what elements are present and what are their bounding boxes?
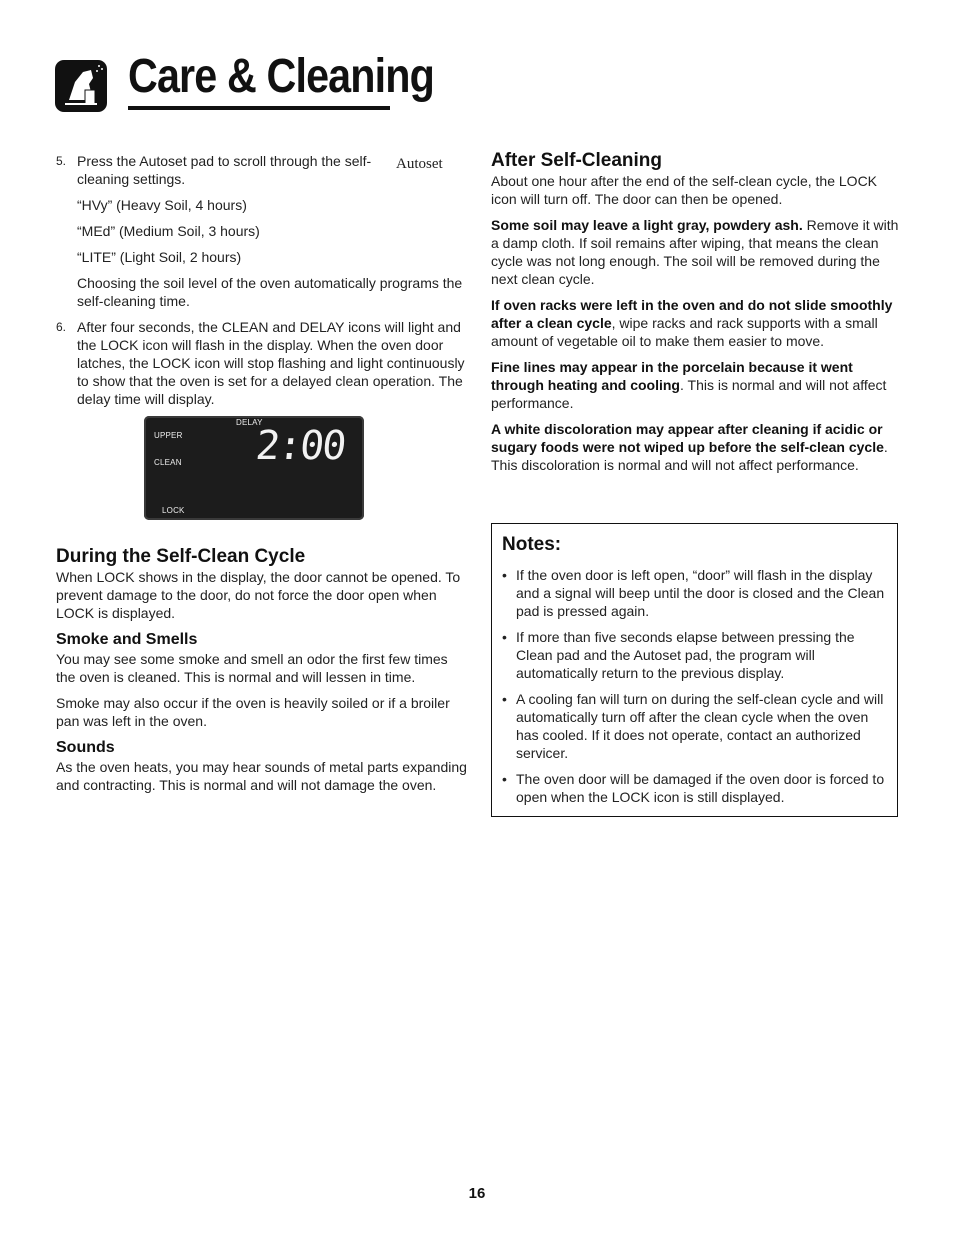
subsection-heading: Smoke and Smells	[56, 631, 198, 648]
title-underline	[128, 106, 390, 110]
soil-level-note: Choosing the soil level of the oven automatically programs the self-cleaning time.	[77, 275, 463, 309]
display-upper-indicator: UPPER	[154, 431, 183, 440]
paragraph-rest: . This is normal and will not affect performance.	[491, 377, 887, 411]
soil-option-light: “LITE” (Light Soil, 2 hours)	[77, 249, 242, 265]
bold-lead: Some soil may leave a light gray, powdery ash.	[491, 217, 803, 233]
right-column	[491, 150, 901, 482]
step-text: Press the Autoset pad to scroll through the self-cleaning settings.	[77, 153, 372, 187]
paragraph-rest: , wipe racks and rack supports with a small amount of vegetable oil to make them easier to move.	[491, 315, 878, 349]
bullet-icon: •	[502, 567, 507, 583]
step-text: After four seconds, the CLEAN and DELAY icons will light and the LOCK icon will flash in the display. When the oven door latches, the LOCK icon will stop flashing and light continuously to show that the oven is set for a delayed clean operation. The delay time will display.	[77, 319, 465, 407]
after-clean-intro: About one hour after the end of the self-clean cycle, the LOCK icon will turn off. The door can then be opened.	[491, 173, 878, 207]
bold-lead: If oven racks were left in the oven and do not slide smoothly after a clean cycle	[491, 297, 893, 331]
note-text: If the oven door is left open, “door” will flash in the display and a signal will beep until the door is closed and the Clean pad is pressed again.	[516, 567, 885, 619]
sounds-paragraph: As the oven heats, you may hear sounds of metal parts expanding and contracting. This is normal and will not damage the oven.	[56, 759, 467, 793]
bold-lead: A white discoloration may appear after cleaning if acidic or sugary foods were not wiped up before the self-clean cycle	[491, 421, 884, 455]
smoke-paragraph-2: Smoke may also occur if the oven is heavily soiled or if a broiler pan was left in the oven.	[56, 695, 450, 729]
section-heading: After Self-Cleaning	[491, 150, 663, 171]
ash-paragraph	[491, 216, 901, 288]
left-column	[56, 152, 466, 416]
discoloration-paragraph	[491, 420, 901, 474]
bullet-icon: •	[502, 771, 507, 787]
display-delay-indicator: DELAY	[236, 418, 263, 427]
display-clean-indicator: CLEAN	[154, 458, 182, 467]
bullet-icon: •	[502, 691, 507, 707]
step-5	[56, 152, 466, 188]
oven-display-panel	[144, 416, 364, 520]
autoset-pad-label: Autoset	[396, 156, 443, 172]
note-text: The oven door will be damaged if the oven door is forced to open when the LOCK icon is still displayed.	[516, 771, 885, 805]
display-lock-indicator: LOCK	[162, 506, 185, 515]
paragraph-rest: . This discoloration is normal and will not affect performance.	[491, 439, 888, 473]
step-number: 5.	[56, 154, 67, 168]
bullet-icon: •	[502, 629, 507, 645]
note-item	[502, 690, 889, 762]
fine-lines-paragraph	[491, 358, 901, 412]
page-title: Care & Cleaning	[128, 50, 434, 103]
smoke-paragraph-1: You may see some smoke and smell an odor the first few times the oven is cleaned. This is normal and will lessen in time.	[56, 651, 448, 685]
note-item	[502, 770, 889, 806]
step-6	[56, 318, 466, 408]
notes-heading: Notes:	[502, 534, 562, 555]
during-self-clean-section	[56, 546, 468, 802]
note-item	[502, 566, 889, 620]
subsection-heading: Sounds	[56, 739, 115, 756]
oven-racks-paragraph	[491, 296, 901, 350]
step-number: 6.	[56, 320, 67, 334]
section-heading: During the Self-Clean Cycle	[56, 546, 306, 567]
notes-box	[491, 523, 898, 817]
note-item	[502, 628, 889, 682]
bold-lead: Fine lines may appear in the porcelain because it went through heating and cooling	[491, 359, 853, 393]
note-text: A cooling fan will turn on during the self-clean cycle and will automatically turn off after the clean cycle when the oven has cooled. If it does not operate, contact an authorized servicer.	[516, 691, 884, 761]
page-number: 16	[468, 1185, 486, 1202]
note-text: If more than five seconds elapse between pressing the Clean pad and the Autoset pad, the program will automatically return to the previous display.	[516, 629, 855, 681]
spray-cleaner-icon	[55, 60, 107, 112]
paragraph-rest: Remove it with a damp cloth. If soil remains after wiping, that means the clean cycle was not long enough. The soil will be removed during the next clean cycle.	[491, 217, 899, 287]
display-time-readout: 2:00	[253, 423, 347, 469]
soil-option-medium: “MEd” (Medium Soil, 3 hours)	[77, 223, 260, 239]
section-text: When LOCK shows in the display, the door cannot be opened. To prevent damage to the door, do not force the door open when LOCK is displayed.	[56, 569, 461, 621]
soil-option-heavy: “HVy” (Heavy Soil, 4 hours)	[77, 197, 247, 213]
